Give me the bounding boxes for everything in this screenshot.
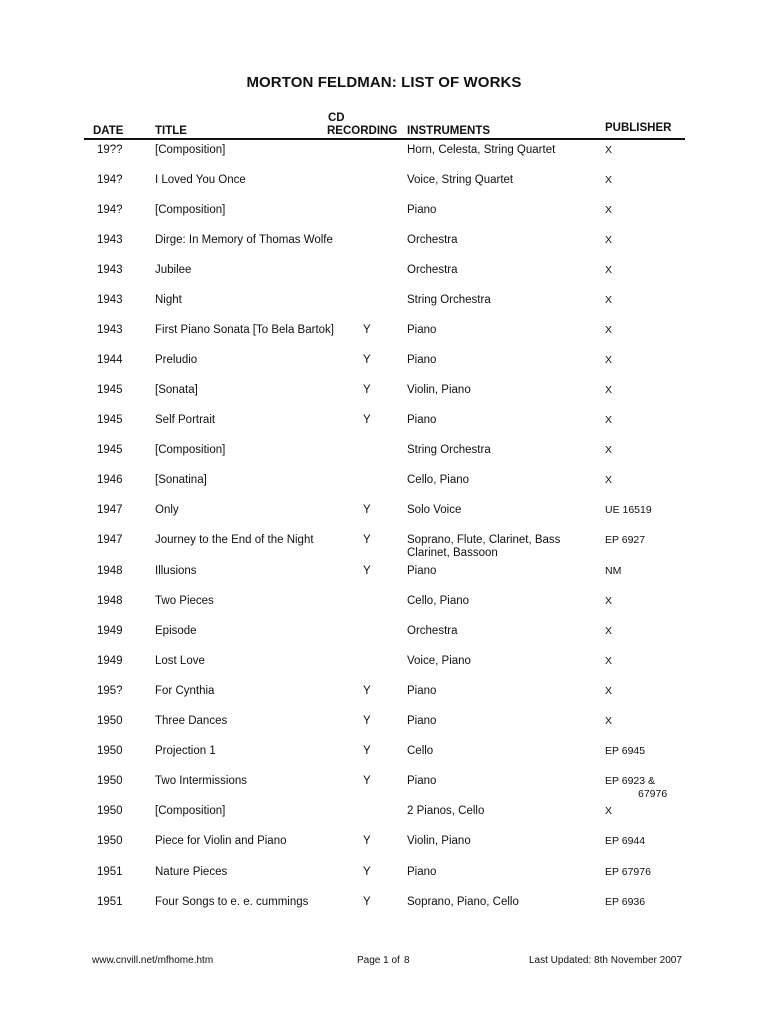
row-instruments: Orchestra [407, 264, 458, 276]
row-date: 1951 [97, 866, 123, 878]
row-title: First Piano Sonata [To Bela Bartok] [155, 324, 334, 336]
row-instruments: Solo Voice [407, 504, 462, 516]
row-publisher: UE 16519 [605, 504, 652, 516]
row-publisher: NM [605, 565, 622, 577]
row-cd-recording: Y [363, 324, 371, 336]
row-publisher: X [605, 715, 613, 727]
row-date: 194? [97, 204, 123, 216]
row-instruments: String Orchestra [407, 444, 491, 456]
row-publisher: X [605, 444, 613, 456]
row-instruments: Piano [407, 866, 437, 878]
row-cd-recording: Y [363, 565, 371, 577]
row-instruments: Piano [407, 354, 437, 366]
row-cd-recording: Y [363, 685, 371, 697]
header-rule [84, 138, 685, 140]
row-title: [Sonata] [155, 384, 198, 396]
row-publisher: X [605, 204, 613, 216]
row-title: Nature Pieces [155, 866, 228, 878]
row-publisher: X [605, 384, 613, 396]
row-publisher: X [605, 414, 613, 426]
row-title: I Loved You Once [155, 174, 246, 186]
row-date: 1949 [97, 625, 123, 637]
row-title: [Composition] [155, 444, 226, 456]
row-publisher: X [605, 805, 613, 817]
row-title: Four Songs to e. e. cummings [155, 896, 309, 908]
row-date: 1948 [97, 565, 123, 577]
row-publisher: X [605, 474, 613, 486]
row-instruments: Piano [407, 204, 437, 216]
row-title: Jubilee [155, 264, 192, 276]
row-publisher: X [605, 294, 613, 306]
row-cd-recording: Y [363, 354, 371, 366]
row-publisher: X [605, 174, 613, 186]
row-instruments: Piano [407, 414, 437, 426]
row-title: [Composition] [155, 204, 226, 216]
row-date: 1948 [97, 595, 123, 607]
row-instruments: Voice, Piano [407, 655, 471, 667]
row-title: [Sonatina] [155, 474, 207, 486]
footer-updated: Last Updated: 8th November 2007 [529, 955, 682, 966]
row-date: 19?? [97, 144, 123, 156]
row-cd-recording: Y [363, 384, 371, 396]
row-cd-recording: Y [363, 866, 371, 878]
row-title: Journey to the End of the Night [155, 534, 314, 546]
row-publisher: EP 6945 [605, 745, 646, 757]
page-title: MORTON FELDMAN: LIST OF WORKS [246, 74, 522, 91]
row-cd-recording: Y [363, 835, 371, 847]
row-publisher: EP 6927 [605, 534, 646, 546]
row-date: 1951 [97, 896, 123, 908]
header-instruments: INSTRUMENTS [407, 125, 491, 137]
row-cd-recording: Y [363, 775, 371, 787]
row-title: Self Portrait [155, 414, 216, 426]
row-publisher: X [605, 625, 613, 637]
row-date: 195? [97, 685, 123, 697]
row-title: Illusions [155, 565, 197, 577]
row-title: [Composition] [155, 805, 226, 817]
row-publisher: X [605, 324, 613, 336]
row-title: Night [155, 294, 182, 306]
row-publisher: X [605, 685, 613, 697]
row-date: 1943 [97, 294, 123, 306]
row-date: 1945 [97, 384, 123, 396]
row-date: 1950 [97, 715, 123, 727]
row-instruments: Orchestra [407, 234, 458, 246]
row-title: Piece for Violin and Piano [155, 835, 287, 847]
row-publisher: EP 6936 [605, 896, 646, 908]
row-instruments: Piano [407, 775, 437, 787]
row-title: Two Pieces [155, 595, 214, 607]
header-publisher: PUBLISHER [605, 122, 672, 134]
row-publisher: EP 6944 [605, 835, 646, 847]
row-instruments: String Orchestra [407, 294, 491, 306]
row-date: 1943 [97, 234, 123, 246]
row-instruments: Violin, Piano [407, 384, 471, 396]
row-cd-recording: Y [363, 745, 371, 757]
footer-total-pages: 8 [404, 955, 410, 966]
header-cd-line2: RECORDING [327, 125, 398, 137]
row-cd-recording: Y [363, 534, 371, 546]
row-instruments: 2 Pianos, Cello [407, 805, 485, 817]
row-publisher: X [605, 264, 613, 276]
row-title: Projection 1 [155, 745, 216, 757]
row-date: 1943 [97, 324, 123, 336]
row-date: 1943 [97, 264, 123, 276]
row-publisher: X [605, 595, 613, 607]
row-instruments: Cello [407, 745, 434, 757]
row-publisher: EP 6923 & [605, 775, 656, 787]
row-cd-recording: Y [363, 414, 371, 426]
row-instruments: Piano [407, 324, 437, 336]
row-date: 1950 [97, 835, 123, 847]
row-date: 1945 [97, 414, 123, 426]
row-instruments: Cello, Piano [407, 474, 470, 486]
row-date: 1946 [97, 474, 123, 486]
row-title: Two Intermissions [155, 775, 248, 787]
row-instruments: Piano [407, 715, 437, 727]
row-date: 1945 [97, 444, 123, 456]
row-instruments: Piano [407, 565, 437, 577]
row-date: 1947 [97, 504, 123, 516]
row-instruments: Voice, String Quartet [407, 174, 514, 186]
row-publisher: X [605, 234, 613, 246]
row-instruments: Horn, Celesta, String Quartet [407, 144, 556, 156]
row-cd-recording: Y [363, 715, 371, 727]
row-publisher: X [605, 144, 613, 156]
row-instruments: Soprano, Flute, Clarinet, Bass [407, 534, 561, 546]
row-title: Lost Love [155, 655, 205, 667]
row-title: Three Dances [155, 715, 228, 727]
row-date: 1947 [97, 534, 123, 546]
header-cd-line1: CD [328, 112, 345, 124]
row-date: 1950 [97, 745, 123, 757]
row-publisher: 67976 [638, 788, 668, 800]
row-title: For Cynthia [155, 685, 215, 697]
header-title: TITLE [155, 125, 187, 137]
row-instruments: Soprano, Piano, Cello [407, 896, 519, 908]
row-instruments: Orchestra [407, 625, 458, 637]
row-date: 1950 [97, 805, 123, 817]
row-publisher: X [605, 655, 613, 667]
row-publisher: EP 67976 [605, 866, 651, 878]
row-title: Only [155, 504, 179, 516]
row-cd-recording: Y [363, 504, 371, 516]
footer-url[interactable]: www.cnvill.net/mfhome.htm [92, 955, 214, 966]
row-title: Episode [155, 625, 197, 637]
row-instruments: Violin, Piano [407, 835, 471, 847]
row-cd-recording: Y [363, 896, 371, 908]
row-title: Dirge: In Memory of Thomas Wolfe [155, 234, 333, 246]
footer-page-label: Page 1 of [357, 955, 400, 966]
row-title: Preludio [155, 354, 198, 366]
row-date: 1944 [97, 354, 123, 366]
row-instruments: Cello, Piano [407, 595, 470, 607]
row-date: 1949 [97, 655, 123, 667]
row-date: 1950 [97, 775, 123, 787]
row-date: 194? [97, 174, 123, 186]
row-publisher: X [605, 354, 613, 366]
row-title: [Composition] [155, 144, 226, 156]
header-date: DATE [93, 125, 124, 137]
row-instruments: Piano [407, 685, 437, 697]
row-instruments: Clarinet, Bassoon [407, 547, 498, 559]
